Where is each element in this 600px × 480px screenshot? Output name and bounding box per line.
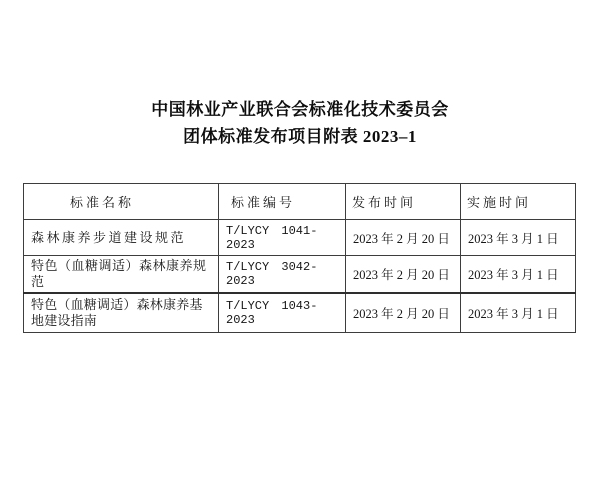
- cell-standard-name: 特色（血糖调适）森林康养规范: [24, 256, 219, 294]
- column-header-standard-code: 标准编号: [219, 184, 346, 220]
- column-header-implement-date: 实施时间: [461, 184, 576, 220]
- table-row: [24, 220, 576, 256]
- document-title-line-1: 中国林业产业联合会标准化技术委员会: [151, 100, 449, 119]
- document-title-line-2: 团体标准发布项目附表 2023–1: [183, 127, 417, 146]
- table-header-row: [24, 184, 576, 220]
- column-header-standard-name: 标准名称: [24, 184, 219, 220]
- cell-standard-code: T/LYCY 1041-2023: [219, 220, 346, 256]
- cell-publish-date: 2023 年 2 月 20 日: [346, 220, 461, 256]
- document-title: [0, 96, 600, 150]
- cell-standard-code: T/LYCY 1043-2023: [219, 293, 346, 332]
- table-row: [24, 256, 576, 294]
- cell-implement-date: 2023 年 3 月 1 日: [461, 293, 576, 332]
- cell-standard-name: 特色（血糖调适）森林康养基地建设指南: [24, 293, 219, 332]
- standards-table: [23, 183, 576, 333]
- cell-implement-date: 2023 年 3 月 1 日: [461, 220, 576, 256]
- cell-implement-date: 2023 年 3 月 1 日: [461, 256, 576, 294]
- table-row: [24, 293, 576, 332]
- column-header-publish-date: 发布时间: [346, 184, 461, 220]
- cell-standard-name: 森林康养步道建设规范: [24, 220, 219, 256]
- cell-publish-date: 2023 年 2 月 20 日: [346, 293, 461, 332]
- cell-standard-code: T/LYCY 3042-2023: [219, 256, 346, 294]
- cell-publish-date: 2023 年 2 月 20 日: [346, 256, 461, 294]
